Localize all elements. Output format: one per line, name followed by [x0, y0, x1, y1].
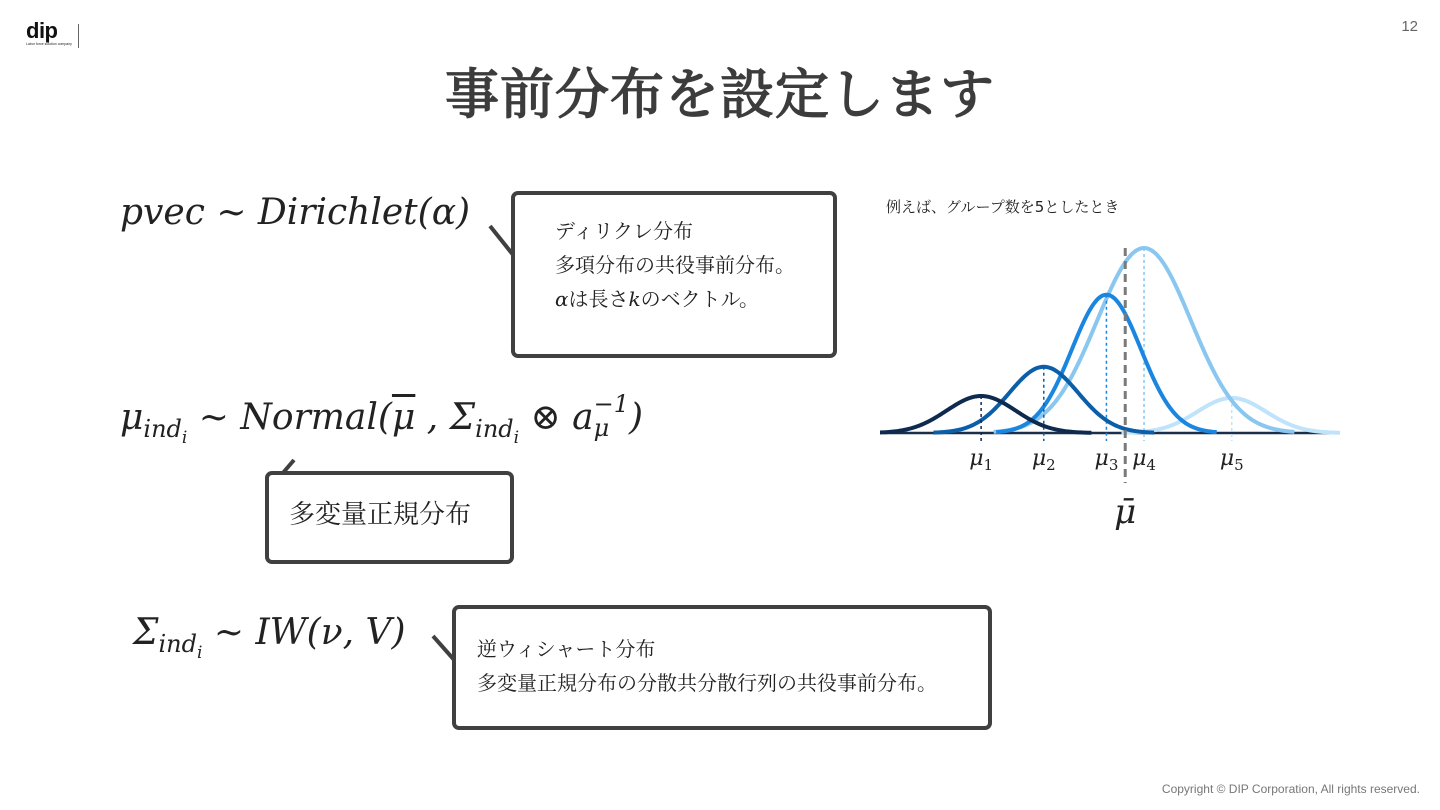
a-subscript: μ — [593, 414, 610, 442]
page-number: 12 — [1401, 18, 1418, 35]
logo-divider — [78, 24, 79, 48]
alpha-symbol: α — [555, 287, 569, 311]
formula-pvec-rhs: ∼ Dirichlet(α) — [216, 192, 471, 233]
mean-label-5: $\mu_5$ — [1219, 446, 1244, 474]
iw-line-1: 逆ウィシャート分布 — [477, 637, 656, 661]
dirichlet-line-3-a: は長さ — [568, 287, 629, 311]
mu-subsubscript: i — [181, 427, 188, 448]
dirichlet-line-2: 多項分布の共役事前分布。 — [555, 253, 795, 277]
dirichlet-line-3-b: のベクトル。 — [640, 287, 760, 311]
bubble-iw-text — [477, 632, 937, 700]
mu-bar: $\overline{\mu}$ — [391, 397, 416, 438]
mean-label-4: $\mu_4$ — [1132, 446, 1156, 474]
mean-label-1: $\mu_1$ — [969, 446, 994, 474]
dirichlet-line-3 — [555, 282, 795, 316]
mu-symbol: μ — [120, 397, 144, 438]
formula-sigma — [133, 612, 406, 663]
overall-mean-label: μ̄ — [1114, 492, 1137, 532]
company-logo — [26, 18, 86, 50]
mean-label-3: $\mu_3$ — [1094, 446, 1119, 474]
logo-tagline: Labor force solution company — [26, 42, 72, 46]
density-curve-1 — [880, 396, 1091, 433]
mean-label-2: $\mu_2$ — [1031, 446, 1056, 474]
dirichlet-line-1: ディリクレ分布 — [555, 219, 693, 243]
mu-tilde-normal: ∼ Normal( — [187, 397, 392, 438]
slide-title: 事前分布を設定します — [445, 63, 995, 126]
sigma3-subscript: ind — [158, 630, 197, 659]
k-symbol: k — [628, 287, 641, 311]
kron-a: ⊗ a — [519, 397, 594, 438]
mu-subscript: ind — [143, 415, 182, 444]
formula-mu — [120, 390, 644, 448]
distribution-chart — [880, 240, 1340, 540]
a-superscript: −1 — [593, 390, 629, 418]
mu-close: ) — [628, 397, 644, 438]
sigma3-subsubscript: i — [196, 642, 203, 663]
formula-pvec — [120, 192, 470, 233]
formula-pvec-lhs: pvec — [120, 192, 205, 233]
sigma-subsubscript: i — [513, 427, 520, 448]
density-curve-5 — [1121, 398, 1340, 433]
mu-comma-sigma: , Σ — [415, 397, 476, 438]
copyright: Copyright © DIP Corporation, All rights reserved. — [1161, 782, 1420, 796]
iw-line-2: 多変量正規分布の分散共分散行列の共役事前分布。 — [477, 671, 937, 695]
sigma-subscript: ind — [475, 415, 514, 444]
logo-wordmark: dip — [26, 18, 58, 43]
bubble-dirichlet-text — [555, 214, 795, 316]
sigma-symbol: Σ — [133, 612, 159, 653]
chart-note: 例えば、グループ数を5としたとき — [886, 198, 1120, 216]
bubble-mvn-text: 多変量正規分布 — [289, 500, 472, 530]
sigma-rhs: ∼ IW(ν, V) — [202, 612, 406, 653]
